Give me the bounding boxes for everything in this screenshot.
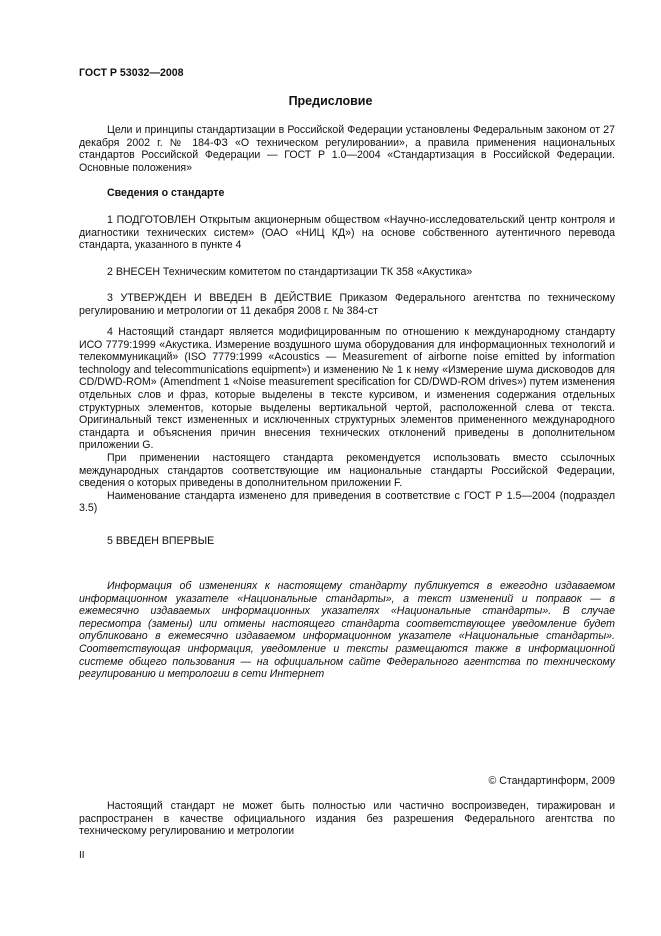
item-5 bbox=[79, 535, 615, 548]
change-notice bbox=[79, 580, 615, 681]
item-4-paragraph-3: Наименование стандарта изменено для приведения в соответствие с ГОСТ Р 1.5—2004 (подраздел 3.5) bbox=[79, 489, 615, 515]
reproduction-notice-text: Настоящий стандарт не может быть полностью или частично воспроизведен, тиражирован и распространен в качестве официального издания без разрешения Федерального агентства по техническому регулированию и метрологии bbox=[79, 800, 615, 838]
item-2-text: 2 ВНЕСЕН Техническим комитетом по стандартизации ТК 358 «Акустика» bbox=[107, 266, 473, 278]
section-heading bbox=[79, 187, 615, 200]
item-2 bbox=[79, 266, 615, 279]
document-number: ГОСТ Р 53032—2008 bbox=[79, 67, 184, 79]
intro-paragraph bbox=[79, 124, 615, 174]
item-3 bbox=[79, 292, 615, 317]
page-title: Предисловие bbox=[288, 94, 373, 108]
page-number: II bbox=[79, 850, 85, 861]
item-4 bbox=[79, 326, 615, 515]
item-1 bbox=[79, 214, 615, 252]
item-4-paragraph-1: 4 Настоящий стандарт является модифицированным по отношению к международному стандарту ИСО 7779:1999 «Акустика. Измерение воздушного шума оборудования для информационных технологий и телекоммуникаций» (ISO 7779:1999 «Acoustics — Measurement of airborne noise emitted by information technology and telecommunications equipment») и изменению № 1 к нему «Измерение шума дисководов для CD/DWD-ROM» (Amendment 1 «Noise measurement specification for CD/DWD-ROM drives») путем изменения отдельных слов и фраз, которые выделены в тексте курсивом, и изменения содержания отдельных структурных элементов, которые выделены вертикальной чертой, расположенной слева от текста. Оригинальный текст измененных и исключенных структурных элементов примененного международного стандарта и объяснения причин внесения технических отклонений приведены в дополнительном приложении G. bbox=[79, 326, 615, 452]
item-1-text: 1 ПОДГОТОВЛЕН Открытым акционерным обществом «Научно-исследовательский центр контроля и диагностики технических систем» (ОАО «НИЦ КД») на основе собственного аутентичного перевода стандарта, указанного в пункте 4 bbox=[79, 214, 615, 252]
change-notice-text: Информация об изменениях к настоящему стандарту публикуется в ежегодно издаваемом информационном указателе «Национальные стандарты», а текст изменений и поправок — в ежемесячно издаваемых информационных указателях «Национальные стандарты». В случае пересмотра (замены) или отмены настоящего стандарта соответствующее уведомление будет опубликовано в ежемесячно издаваемом информационном указателе «Национальные стандарты». Соответствующая информация, уведомление и тексты размещаются также в информационной системе общего пользования — на официальном сайте Федерального агентства по техническому регулированию и метрологии в сети Интернет bbox=[79, 580, 615, 681]
copyright-text: © Стандартинформ, 2009 bbox=[488, 775, 615, 787]
intro-text: Цели и принципы стандартизации в Российской Федерации установлены Федеральным законом от 27 декабря 2002 г. № 184-ФЗ «О техническом регулировании», а правила применения национальных стандартов Российской Федерации — ГОСТ Р 1.0—2004 «Стандартизация в Российской Федерации. Основные положения» bbox=[79, 124, 615, 174]
item-5-text: 5 ВВЕДЕН ВПЕРВЫЕ bbox=[107, 535, 215, 547]
section-heading-text: Сведения о стандарте bbox=[107, 187, 225, 199]
item-3-text: 3 УТВЕРЖДЕН И ВВЕДЕН В ДЕЙСТВИЕ Приказом Федерального агентства по техническому регулированию и метрологии от 11 декабря 2008 г. № 384-ст bbox=[79, 292, 615, 317]
reproduction-notice bbox=[79, 800, 615, 838]
item-4-paragraph-2: При применении настоящего стандарта рекомендуется использовать вместо ссылочных международных стандартов соответствующие им национальные стандарты Российской Федерации, сведения о которых приведены в дополнительном приложении F. bbox=[79, 451, 615, 490]
copyright bbox=[79, 775, 615, 788]
